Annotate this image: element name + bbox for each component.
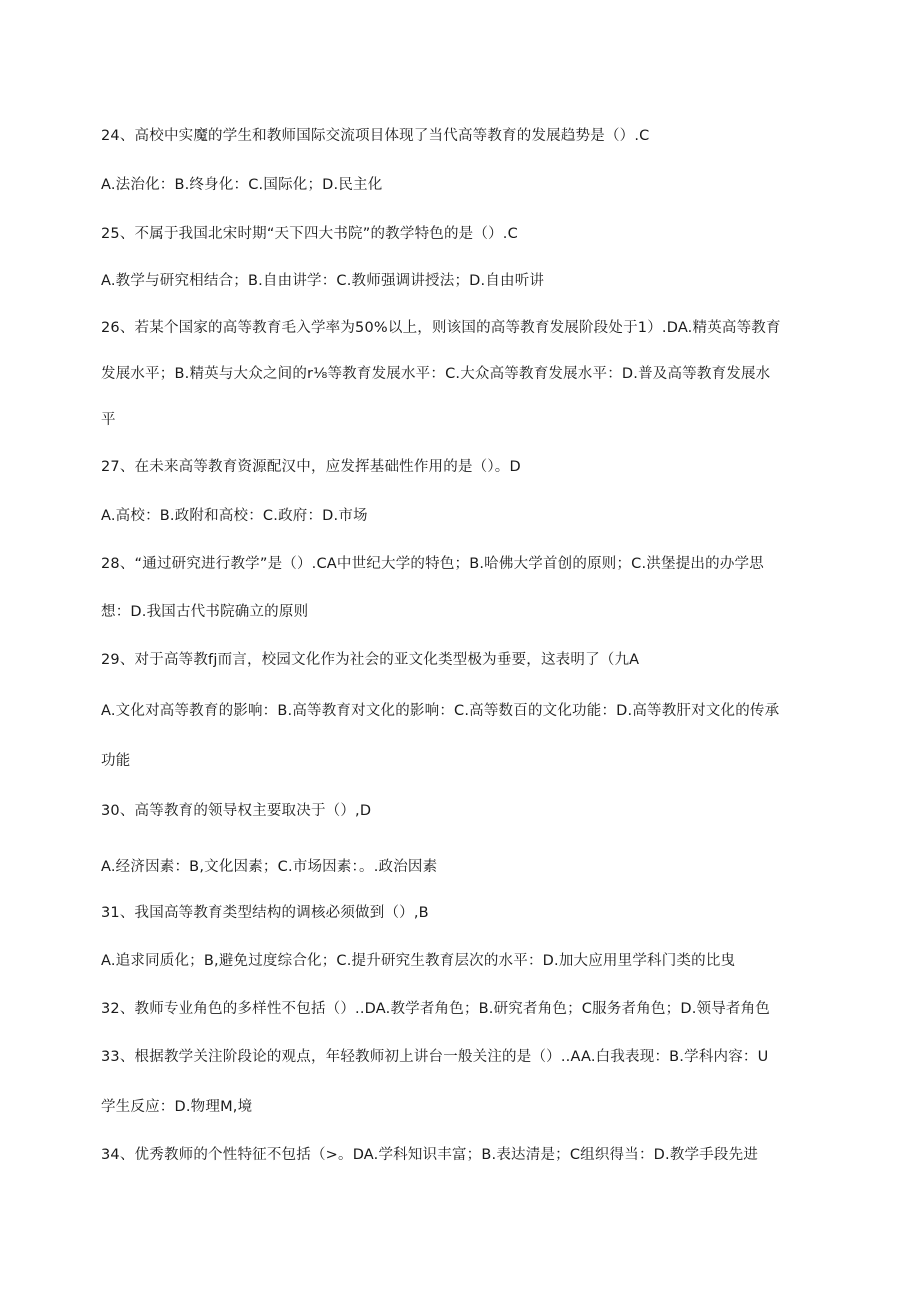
question-26-continued: 发展水平；B.精英与大众之间的r⅛等教育发展水平：C.大众高等教育发展水平：D.普及高等教育发展水 bbox=[101, 366, 771, 382]
question-28-continued: 想：D.我国古代书院确立的原则 bbox=[101, 604, 309, 620]
question-27-options: A.高校：B.政附和高校：C.政府：D.市场 bbox=[101, 508, 368, 524]
question-29-stem: 29、对于高等教fj而言，校园文化作为社会的亚文化类型极为垂要，这表明了（九A bbox=[101, 652, 640, 668]
question-28-stem: 28、“通过研究进行教学”是（）.CA中世纪大学的特色；B.哈佛大学首创的原则；C.洪堡提出的办学思 bbox=[101, 556, 764, 572]
question-32-stem: 32、教师专业角色的多样性不包括（）..DA.教学者角色；B.研究者角色；C服务者角色；D.领导者角色 bbox=[101, 1001, 771, 1017]
question-24-options: A.法治化：B.终身化：C.国际化；D.民主化 bbox=[101, 177, 383, 193]
question-30-options: A.经济因素：B,文化因素；C.市场因素：。.政治因素 bbox=[101, 859, 438, 875]
question-29-continued: 功能 bbox=[101, 753, 131, 769]
question-27-stem: 27、在未来高等教育资源配汉中，应发挥基础性作用的是（）。D bbox=[101, 459, 521, 475]
question-29-options: A.文化对高等教育的影响：B.高等教育对文化的影响：C.高等数百的文化功能：D.高等教肝对文化的传承 bbox=[101, 703, 780, 719]
question-31-stem: 31、我国高等教育类型结构的调核必须做到（）,B bbox=[101, 905, 429, 921]
question-34-stem: 34、优秀教师的个性特征不包括（>。DA.学科知识丰富；B.表达清是；C组织得当：D.教学手段先进 bbox=[101, 1147, 759, 1163]
question-30-stem: 30、高等教育的领导权主要取决于（）,D bbox=[101, 803, 372, 819]
question-33-stem: 33、根据教学关注阶段论的观点，年轻教师初上讲台一般关注的是（）..AA.白我表现：B.学科内容：U bbox=[101, 1049, 769, 1065]
question-26-stem: 26、若某个国家的高等教育毛入学率为50%以上，则该国的高等教育发展阶段处于1）.DA.精英高等教育 bbox=[101, 320, 781, 336]
question-25-options: A.教学与研究相结合；B.自由讲学：C.教师强调讲授法；D.自由听讲 bbox=[101, 273, 545, 289]
question-26-continued: 平 bbox=[101, 412, 116, 428]
question-25-stem: 25、不属于我国北宋时期“天下四大书院”的教学特色的是（）.C bbox=[101, 226, 518, 242]
question-31-options: A.追求同质化；B,避免过度综合化；C.提升研究生教育层次的水平：D.加大应用里学科门类的比曳 bbox=[101, 953, 736, 969]
question-33-continued: 学生反应：D.物理M,境 bbox=[101, 1099, 253, 1115]
question-24-stem: 24、高校中实魔的学生和教师国际交流项目体现了当代高等教育的发展趋势是（）.C bbox=[101, 128, 650, 144]
